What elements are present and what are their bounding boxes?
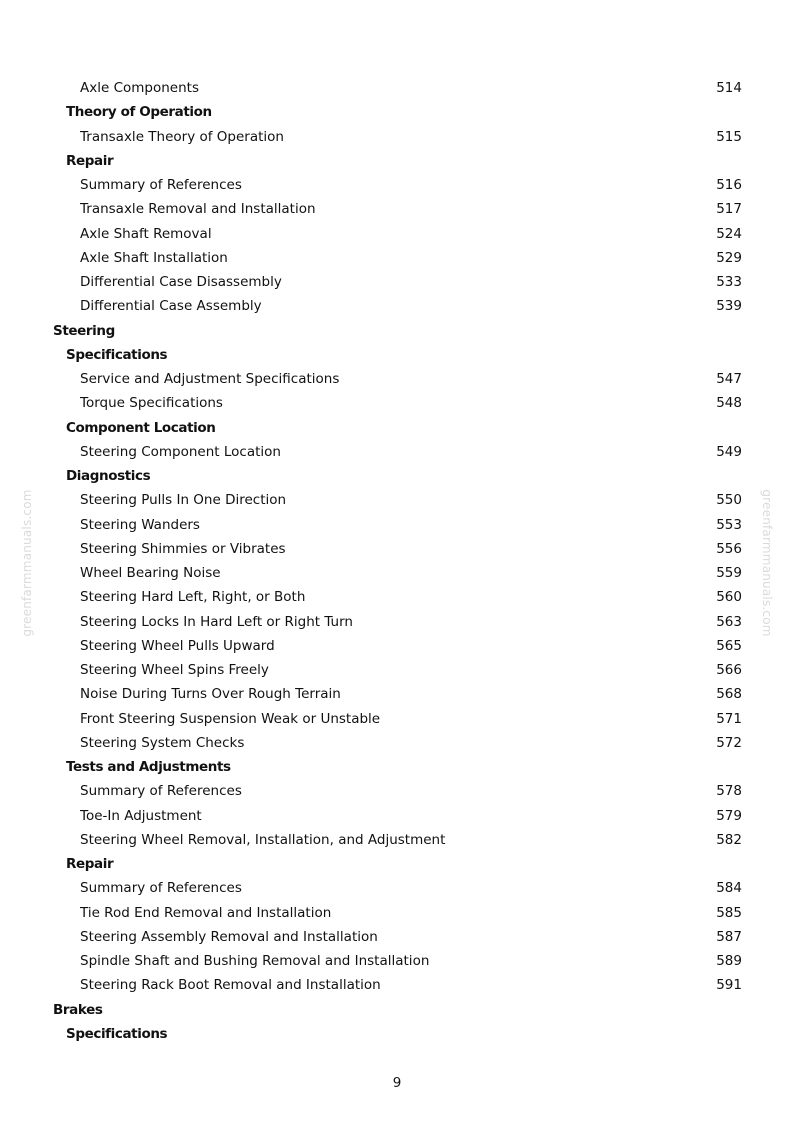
toc-entry-title: Steering Wheel Removal, Installation, and Adjustment bbox=[80, 831, 446, 848]
watermark-right: greenfarmmanuals.com bbox=[760, 489, 774, 637]
toc-entry[interactable] bbox=[0, 731, 794, 755]
toc-entry[interactable] bbox=[0, 925, 794, 949]
toc-entry-title: Front Steering Suspension Weak or Unstable bbox=[80, 710, 381, 727]
toc-entry[interactable] bbox=[0, 125, 794, 149]
toc-entry-title: Specifications bbox=[66, 1025, 168, 1042]
toc-entry-title: Axle Shaft Removal bbox=[80, 225, 212, 242]
toc-section-heading bbox=[0, 100, 794, 124]
toc-entry-page: 563 bbox=[716, 613, 742, 630]
toc-entry-page: 549 bbox=[716, 443, 742, 460]
toc-entry[interactable] bbox=[0, 585, 794, 609]
toc-entry-title: Spindle Shaft and Bushing Removal and Installation bbox=[80, 953, 430, 969]
toc-entry-page: 556 bbox=[716, 540, 742, 557]
toc-entry[interactable] bbox=[0, 707, 794, 731]
toc-entry-title: Transaxle Theory of Operation bbox=[80, 128, 284, 145]
toc-entry[interactable] bbox=[0, 634, 794, 658]
page-number: 9 bbox=[392, 1075, 402, 1091]
toc-entry-page: 578 bbox=[716, 783, 742, 800]
toc-entry-page: 589 bbox=[716, 953, 742, 969]
toc-entry-title: Steering Assembly Removal and Installation bbox=[80, 928, 378, 945]
toc-entry-title: Summary of References bbox=[80, 177, 242, 193]
toc-entry[interactable] bbox=[0, 876, 794, 900]
watermark-left: greenfarmmanuals.com bbox=[20, 489, 34, 637]
toc-entry-page: 516 bbox=[716, 177, 742, 193]
toc-entry-page: 585 bbox=[716, 904, 742, 921]
toc-entry[interactable] bbox=[0, 949, 794, 973]
toc-entry-title: Steering System Checks bbox=[80, 734, 245, 751]
toc-entry[interactable] bbox=[0, 367, 794, 391]
toc-entry-page: 553 bbox=[716, 516, 742, 533]
toc-section-heading bbox=[0, 149, 794, 173]
toc-entry-page: 584 bbox=[716, 880, 742, 897]
toc-entry-page: 515 bbox=[716, 128, 742, 145]
toc-entry[interactable] bbox=[0, 197, 794, 221]
toc-entry-title: Differential Case Disassembly bbox=[80, 274, 282, 290]
toc-section-heading bbox=[0, 998, 794, 1022]
toc-entry-title: Component Location bbox=[66, 419, 216, 436]
toc-entry-title: Repair bbox=[66, 152, 114, 169]
toc-entry-page: 591 bbox=[716, 977, 742, 994]
toc-entry-page: 533 bbox=[716, 274, 742, 290]
toc-entry-page: 559 bbox=[716, 565, 742, 581]
toc-entry-title: Steering Hard Left, Right, or Both bbox=[80, 589, 306, 606]
toc-entry[interactable] bbox=[0, 391, 794, 415]
toc-entry-title: Steering Rack Boot Removal and Installation bbox=[80, 977, 381, 994]
toc-entry[interactable] bbox=[0, 513, 794, 537]
toc-section-heading bbox=[0, 852, 794, 876]
toc-entry[interactable] bbox=[0, 294, 794, 318]
toc-entry[interactable] bbox=[0, 222, 794, 246]
toc-entry-page: 568 bbox=[716, 686, 742, 703]
toc-entry-title: Tests and Adjustments bbox=[66, 759, 231, 775]
toc-entry-page: 539 bbox=[716, 298, 742, 315]
toc-section-heading bbox=[0, 416, 794, 440]
toc-entry[interactable] bbox=[0, 488, 794, 512]
toc-entry[interactable] bbox=[0, 537, 794, 561]
toc-entry-title: Differential Case Assembly bbox=[80, 298, 262, 315]
toc-entry[interactable] bbox=[0, 440, 794, 464]
toc-entry-title: Summary of References bbox=[80, 880, 242, 897]
toc-entry-title: Summary of References bbox=[80, 783, 242, 800]
toc-entry-page: 529 bbox=[716, 249, 742, 266]
toc-section-heading bbox=[0, 343, 794, 367]
toc-entry-title: Steering Pulls In One Direction bbox=[80, 492, 287, 509]
toc-section-heading bbox=[0, 319, 794, 343]
toc-entry-title: Specifications bbox=[66, 346, 168, 363]
toc-entry-title: Tie Rod End Removal and Installation bbox=[80, 904, 332, 921]
toc-section-heading bbox=[0, 755, 794, 779]
toc-entry-page: 550 bbox=[716, 492, 742, 509]
toc-entry-title: Axle Components bbox=[80, 80, 199, 96]
toc-entry-title: Theory of Operation bbox=[66, 104, 212, 121]
toc-entry[interactable] bbox=[0, 779, 794, 803]
toc-entry-page: 582 bbox=[716, 831, 742, 848]
toc-entry[interactable] bbox=[0, 682, 794, 706]
toc-entry[interactable] bbox=[0, 561, 794, 585]
toc-entry[interactable] bbox=[0, 610, 794, 634]
toc-entry-page: 514 bbox=[716, 80, 742, 96]
toc-entry[interactable] bbox=[0, 658, 794, 682]
toc-entry-title: Brakes bbox=[53, 1001, 103, 1018]
toc-entry[interactable] bbox=[0, 76, 794, 100]
toc-entry-title: Axle Shaft Installation bbox=[80, 249, 228, 266]
toc-entry[interactable] bbox=[0, 246, 794, 270]
toc-entry-page: 517 bbox=[716, 201, 742, 218]
toc-entry-title: Service and Adjustment Specifications bbox=[80, 371, 340, 387]
toc-entry-page: 579 bbox=[716, 807, 742, 824]
toc-section-heading bbox=[0, 464, 794, 488]
toc-entry[interactable] bbox=[0, 973, 794, 997]
toc-entry[interactable] bbox=[0, 173, 794, 197]
toc-entry-page: 587 bbox=[716, 928, 742, 945]
toc-entry-title: Steering bbox=[53, 322, 115, 339]
toc-entry-page: 565 bbox=[716, 637, 742, 654]
toc-entry-title: Steering Shimmies or Vibrates bbox=[80, 540, 286, 557]
toc-entry-title: Steering Wheel Pulls Upward bbox=[80, 637, 275, 654]
toc-entry-title: Wheel Bearing Noise bbox=[80, 565, 221, 581]
toc-entry-page: 524 bbox=[716, 225, 742, 242]
toc-entry-page: 547 bbox=[716, 371, 742, 387]
toc-entry-title: Toe-In Adjustment bbox=[80, 807, 202, 824]
toc-entry-page: 560 bbox=[716, 589, 742, 606]
toc-entry-title: Transaxle Removal and Installation bbox=[80, 201, 316, 218]
toc-entry-title: Steering Component Location bbox=[80, 443, 281, 460]
toc-entry[interactable] bbox=[0, 804, 794, 828]
toc-entry-title: Repair bbox=[66, 856, 114, 872]
toc-entry[interactable] bbox=[0, 828, 794, 852]
toc-entry-page: 572 bbox=[716, 734, 742, 751]
toc-entry-title: Steering Wheel Spins Freely bbox=[80, 662, 269, 678]
toc-entry-title: Diagnostics bbox=[66, 468, 151, 484]
toc-entry-title: Torque Specifications bbox=[80, 395, 223, 412]
toc-entry-page: 566 bbox=[716, 662, 742, 678]
toc-entry-title: Steering Locks In Hard Left or Right Turn bbox=[80, 613, 353, 630]
toc-entry-title: Noise During Turns Over Rough Terrain bbox=[80, 686, 341, 703]
toc-entry[interactable] bbox=[0, 901, 794, 925]
toc-entry-title: Steering Wanders bbox=[80, 516, 200, 533]
toc-entry-page: 571 bbox=[716, 710, 742, 727]
toc-entry-page: 548 bbox=[716, 395, 742, 412]
toc-section-heading bbox=[0, 1022, 794, 1046]
toc-entry[interactable] bbox=[0, 270, 794, 294]
